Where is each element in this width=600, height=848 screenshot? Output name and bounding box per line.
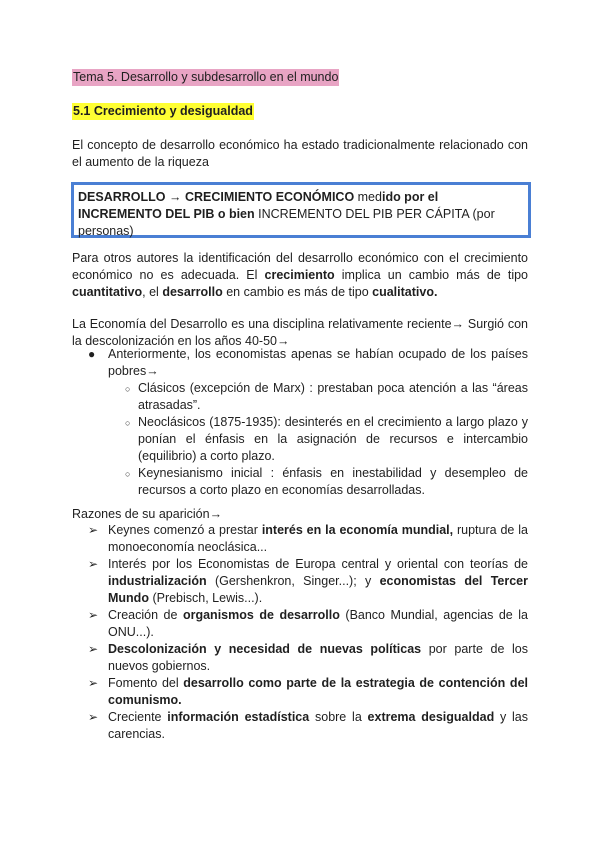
r2-a: Interés por los Economistas de Europa central y oriental con teorías de <box>108 557 528 571</box>
arrow-bullet-icon: ➢ <box>88 642 99 656</box>
paragraph-3: La Economía del Desarrollo es una disciplina relativamente reciente→ Surgió con la descolonización en los años 40-50→ <box>72 317 528 348</box>
list-item <box>90 675 528 709</box>
r1-b: interés en la economía mundial, <box>261 523 454 537</box>
p2-g: en cambio es más de tipo <box>222 285 373 299</box>
sub-item-text: Neoclásicos (1875-1935): desinterés en el crecimiento a largo plazo y ponían el énfasis en la asignación de recursos e intercambio (equilibrio) a corto plazo. <box>138 415 528 463</box>
section-subtitle: 5.1 Crecimiento y desigualdad <box>73 104 253 118</box>
r3-b: organismos de desarrollo <box>182 608 340 622</box>
r4-b: por parte de los nuevos gobiernos. <box>108 642 528 673</box>
box-part2: med <box>354 190 382 204</box>
list-item <box>90 556 528 607</box>
r2-b: industrialización <box>108 574 207 588</box>
r3-c: (Banco Mundial, agencias de la ONU...). <box>108 608 529 639</box>
r2-e: (Prebisch, Lewis...). <box>148 591 263 605</box>
r6-e: y las carencias. <box>108 710 528 741</box>
sub-item-text: Keynesianismo inicial : énfasis en inestabilidad y desempleo de recursos a corto plazo en economías desarrolladas. <box>138 466 528 497</box>
list-item-text: Anteriormente, los economistas apenas se habían ocupado de los países pobres→ <box>108 347 528 378</box>
list-item <box>90 346 528 380</box>
p2-h: cualitativo. <box>372 285 438 299</box>
r1-a: Keynes comenzó a prestar <box>108 523 262 537</box>
r4-a: Descolonización y necesidad de nuevas políticas <box>108 642 422 656</box>
p2-d: cuantitativo <box>72 285 143 299</box>
sub-list-item <box>90 414 528 465</box>
reasons-heading: Razones de su aparición→ <box>72 507 223 521</box>
circle-bullet-icon: ○ <box>125 384 131 394</box>
r5-a: Fomento del <box>108 676 184 690</box>
r2-d: economistas del Tercer Mundo <box>108 574 528 605</box>
r6-d: extrema desigualdad <box>367 710 495 724</box>
sub-list-item <box>90 380 528 414</box>
arrow-bullet-icon: ➢ <box>88 557 99 571</box>
r6-c: sobre la <box>309 710 368 724</box>
bullet-icon: ● <box>88 347 96 361</box>
definition-box <box>71 182 531 238</box>
arrow-bullet-icon: ➢ <box>88 523 99 537</box>
page-title: Tema 5. Desarrollo y subdesarrollo en el mundo <box>73 70 339 84</box>
list-item <box>90 607 528 641</box>
list-item <box>90 709 528 743</box>
arrow-bullet-icon: ➢ <box>88 710 99 724</box>
sub-item-text: Clásicos (excepción de Marx) : prestaban poca atención a las “áreas atrasadas”. <box>138 381 528 412</box>
economists-list <box>90 346 528 499</box>
box-part4: INCREMENTO DEL PIB PER CÁPITA (por personas) <box>78 207 495 238</box>
reasons-list <box>90 522 528 743</box>
circle-bullet-icon: ○ <box>125 469 131 479</box>
p2-f: desarrollo <box>162 285 223 299</box>
box-part1: DESARROLLO → CRECIMIENTO ECONÓMICO <box>78 190 355 204</box>
p2-e: , el <box>142 285 163 299</box>
p2-c: implica un cambio más de tipo <box>334 268 529 282</box>
list-item <box>90 641 528 675</box>
paragraph-2 <box>72 250 528 301</box>
r1-c: ruptura de la monoeconomía neoclásica... <box>108 523 528 554</box>
arrow-bullet-icon: ➢ <box>88 608 99 622</box>
circle-bullet-icon: ○ <box>125 418 131 428</box>
list-item <box>90 522 528 556</box>
p2-b: crecimiento <box>264 268 335 282</box>
arrow-bullet-icon: ➢ <box>88 676 99 690</box>
r6-a: Creciente <box>108 710 168 724</box>
p2-a: Para otros autores la identificación del desarrollo económico con el crecimiento económico no es adecuada. El <box>72 251 528 282</box>
r5-b: desarrollo como parte de la estrategia de contención del comunismo. <box>108 676 528 707</box>
r6-b: información estadística <box>167 710 310 724</box>
sub-list-item <box>90 465 528 499</box>
r3-a: Creación de <box>108 608 183 622</box>
r2-c: (Gershenkron, Singer...); y <box>206 574 380 588</box>
intro-paragraph: El concepto de desarrollo económico ha estado tradicionalmente relacionado con el aumento de la riqueza <box>72 138 528 169</box>
box-part3: ido por el INCREMENTO DEL PIB o bien <box>78 190 439 221</box>
